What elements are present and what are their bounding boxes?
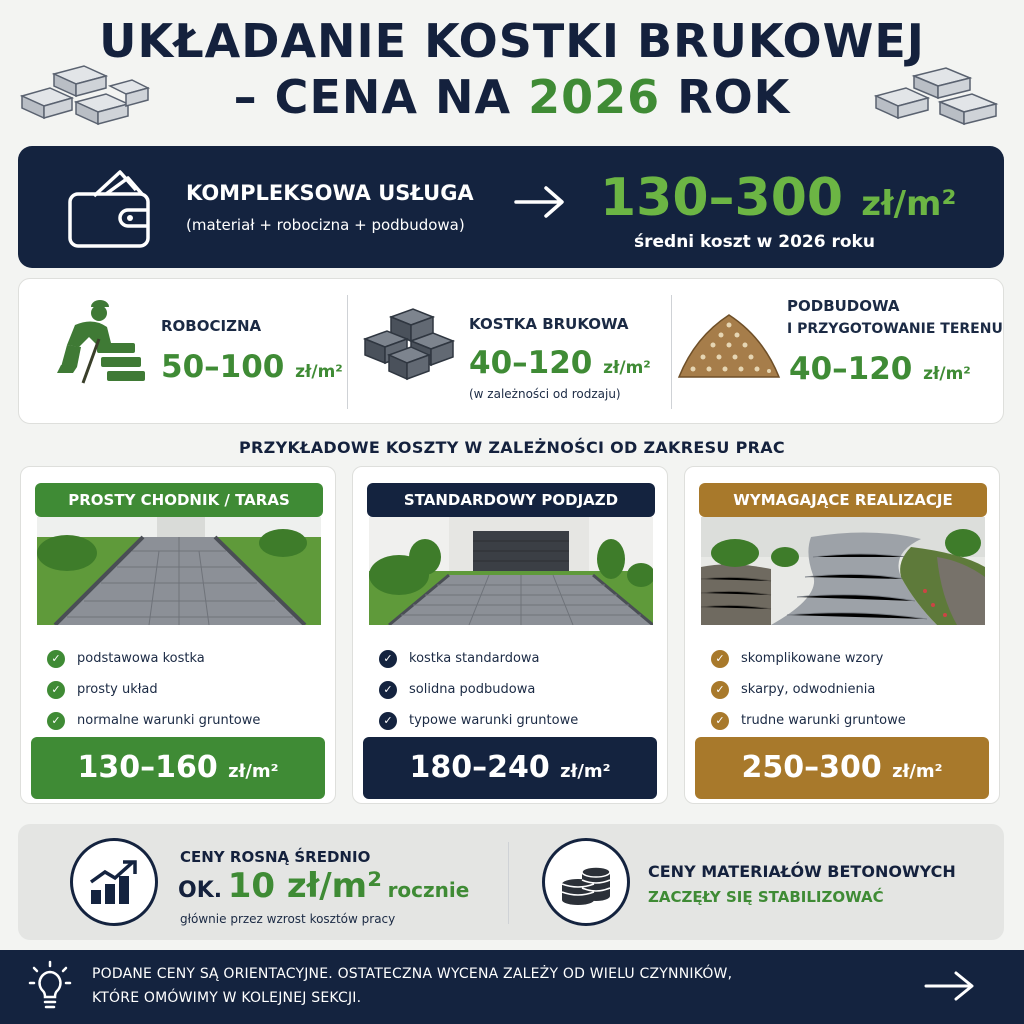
list-item [47,643,260,674]
list-item-label: skomplikowane wzory [741,651,884,666]
check-icon: ✓ [379,681,397,699]
check-icon: ✓ [379,712,397,730]
gravel-pile-icon [675,307,783,383]
title-line-1: UKŁADANIE KOSTKI BRUKOWEJ [99,14,925,68]
list-item [711,643,906,674]
info-strip [18,824,1004,940]
paving-price-value: 40–120 [469,345,593,381]
list-item [379,643,578,674]
list-item-label: skarpy, odwodnienia [741,682,876,697]
card-badge: PROSTY CHODNIK / TARAS [35,483,323,517]
card-price [695,737,989,799]
coins-icon [542,838,630,926]
driveway-image [369,517,653,625]
list-item-label: normalne warunki gruntowe [77,713,261,728]
check-icon: ✓ [47,650,65,668]
hero-banner [18,146,1004,268]
lightbulb-icon [28,960,72,1012]
growth-chart-icon [70,838,158,926]
info-materials-title: CENY MATERIAŁÓW BETONOWYCH [648,862,956,881]
labor-price-value: 50–100 [161,349,285,385]
footer-banner [0,950,1024,1024]
info-rise-prefix: OK. [178,878,223,903]
hero-label: KOMPLEKSOWA USŁUGA [186,181,474,205]
card-feature-list [47,643,260,736]
worker-icon [37,299,149,391]
hero-price-value: 130–300 [600,168,844,228]
labor-price-unit: zł/m² [295,362,343,382]
component-base-price [789,351,971,387]
info-rise-amount [178,866,469,906]
divider [347,295,348,409]
curved-path-image [701,517,985,625]
section-title: PRZYKŁADOWE KOSZTY W ZALEŻNOŚCI OD ZAKRESU PRAC [239,438,785,457]
info-rise-note: głównie przez wzrost kosztów pracy [180,912,396,926]
info-rise-title: CENY ROSNĄ ŚREDNIO [180,848,371,866]
paving-price-unit: zł/m² [603,358,651,378]
card-price [31,737,325,799]
divider [671,295,672,409]
list-item-label: trudne warunki gruntowe [741,713,906,728]
card-price [363,737,657,799]
arrow-right-icon[interactable] [922,968,978,1004]
hero-caption: średni koszt w 2026 roku [634,232,875,252]
list-item-label: prosty układ [77,682,158,697]
list-item [47,705,260,736]
check-icon: ✓ [379,650,397,668]
list-item-label: podstawowa kostka [77,651,205,666]
card-price-unit: zł/m² [560,761,611,782]
card-demanding [684,466,1000,804]
component-labor-price [161,349,343,385]
cost-components [18,278,1004,424]
check-icon: ✓ [47,681,65,699]
list-item [47,674,260,705]
footer-line-1: PODANE CENY SĄ ORIENTACYJNE. OSTATECZNA WYCENA ZALEŻY OD WIELU CZYNNIKÓW, [92,966,733,982]
list-item [379,674,578,705]
component-labor-title: ROBOCIZNA [161,317,262,335]
footer-text [92,962,732,1010]
walkway-image [37,517,321,625]
hero-price-unit: zł/m² [861,184,957,224]
component-base-title-2: I PRZYGOTOWANIE TERENU [787,321,1003,337]
check-icon: ✓ [711,712,729,730]
title-prefix: – CENA NA [233,70,529,124]
card-badge: STANDARDOWY PODJAZD [367,483,655,517]
info-rise-suffix: rocznie [387,878,470,902]
title-line-2 [0,68,1024,126]
footer-line-2: KTÓRE OMÓWIMY W KOLEJNEJ SEKCJI. [92,990,362,1006]
list-item-label: kostka standardowa [409,651,540,666]
page-title [0,14,1024,126]
card-price-value: 180–240 [409,750,550,785]
card-price-unit: zł/m² [228,761,279,782]
wallet-icon [66,164,158,252]
list-item [711,705,906,736]
list-item [711,674,906,705]
component-paving-note: (w zależności od rodzaju) [469,387,621,401]
title-year: 2026 [528,70,661,124]
divider [508,842,509,924]
component-base-title-1: PODBUDOWA [787,297,900,315]
paving-blocks-icon [359,303,459,387]
hero-price [600,168,956,234]
card-feature-list [379,643,578,736]
list-item [379,705,578,736]
card-price-unit: zł/m² [892,761,943,782]
card-feature-list [711,643,906,736]
card-price-value: 130–160 [77,750,218,785]
check-icon: ✓ [711,681,729,699]
arrow-right-icon [510,182,570,222]
component-paving-title: KOSTKA BRUKOWA [469,315,629,333]
list-item-label: typowe warunki gruntowe [409,713,579,728]
check-icon: ✓ [711,650,729,668]
component-paving-price [469,345,651,381]
base-price-value: 40–120 [789,351,913,387]
info-materials-sub: ZACZĘŁY SIĘ STABILIZOWAĆ [648,888,884,906]
check-icon: ✓ [47,712,65,730]
card-simple [20,466,336,804]
title-suffix: ROK [660,70,791,124]
card-badge: WYMAGAJĄCE REALIZACJE [699,483,987,517]
card-price-value: 250–300 [741,750,882,785]
hero-sublabel: (materiał + robocizna + podbudowa) [186,216,465,234]
list-item-label: solidna podbudowa [409,682,536,697]
info-rise-value: 10 zł/m² [227,866,382,906]
card-standard [352,466,668,804]
base-price-unit: zł/m² [923,364,971,384]
